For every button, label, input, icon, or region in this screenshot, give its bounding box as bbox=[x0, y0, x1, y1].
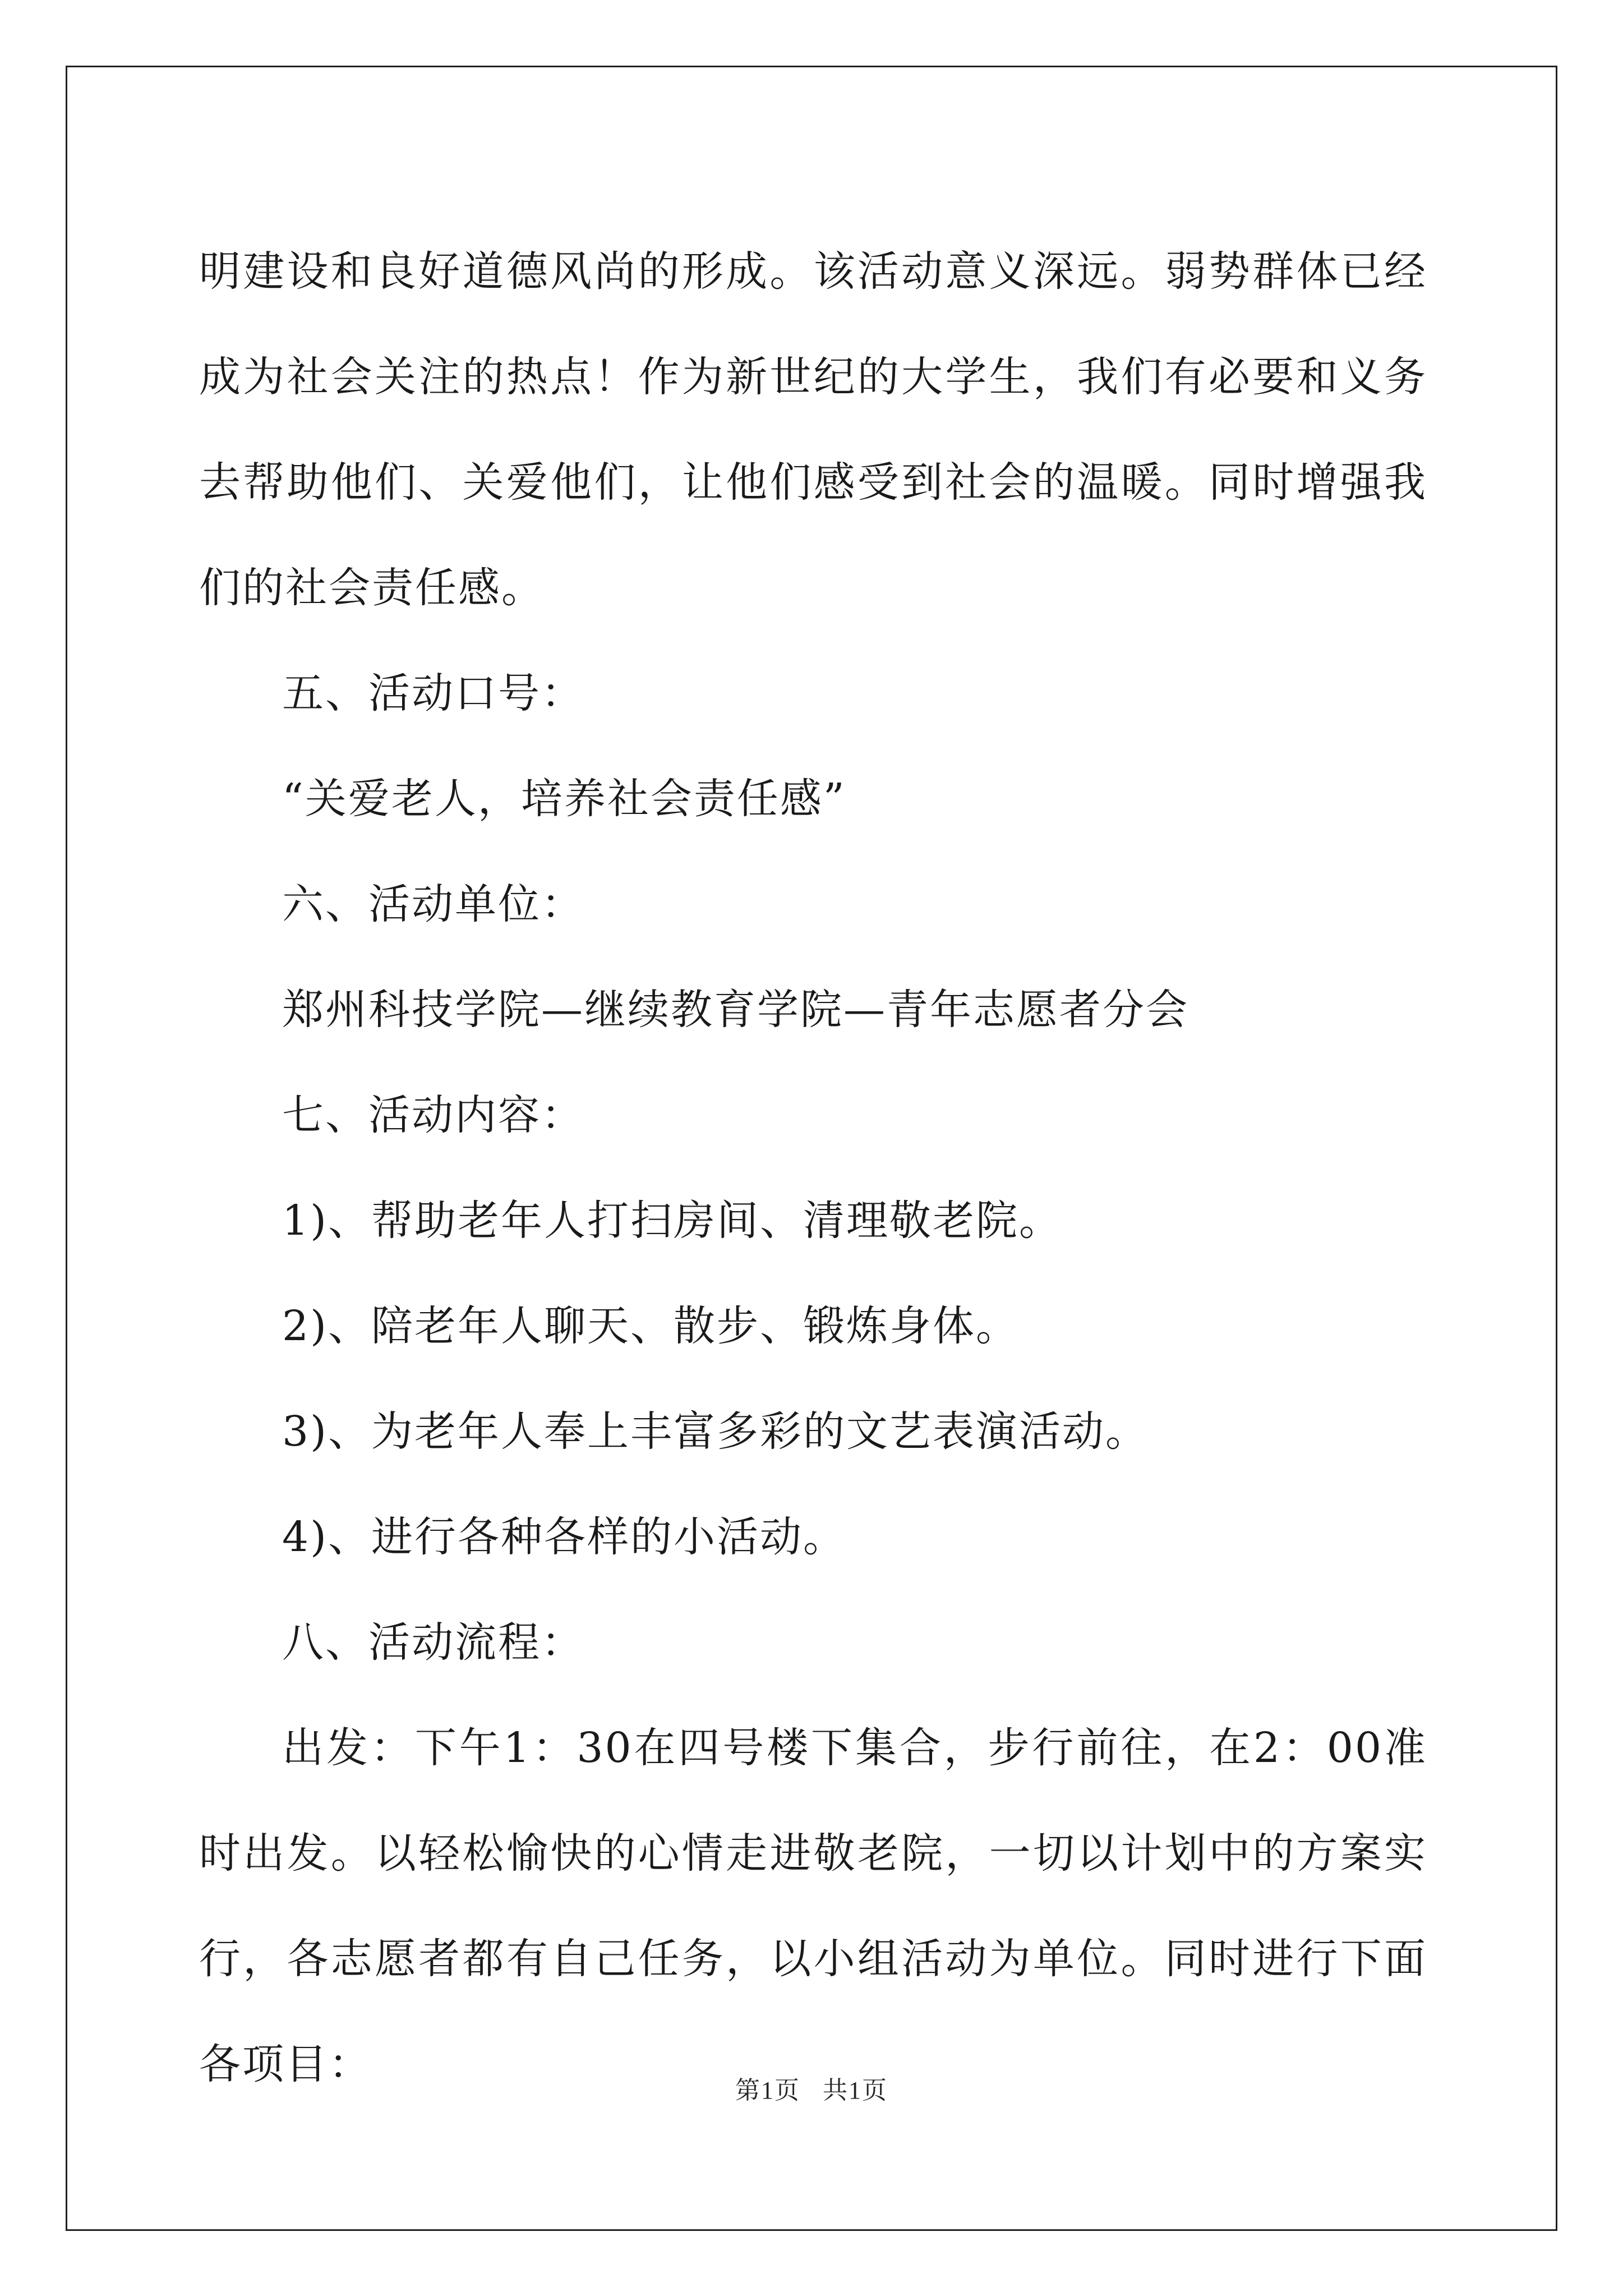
content-item-3: 3)、为老年人奉上丰富多彩的文艺表演活动。 bbox=[282, 1407, 1149, 1456]
page-number-current: 第1页 bbox=[735, 2077, 800, 2104]
document-body bbox=[199, 219, 1427, 2117]
content-item-1: 1)、帮助老年人打扫房间、清理敬老院。 bbox=[282, 1197, 1062, 1245]
section-heading-process: 八、活动流程： bbox=[282, 1618, 584, 1667]
section-heading-organizer: 六、活动单位： bbox=[282, 880, 584, 928]
content-item-4: 4)、进行各种各样的小活动。 bbox=[282, 1513, 846, 1561]
section-heading-slogan: 五、活动口号： bbox=[282, 669, 584, 717]
content-item-2: 2)、陪老年人聊天、散步、锻炼身体。 bbox=[282, 1302, 1019, 1350]
organizer-text: 郑州科技学院—继续教育学院—青年志愿者分会 bbox=[282, 986, 1189, 1034]
process-text: 出发：下午1：30在四号楼下集合，步行前往，在2：00准时出发。以轻松愉快的心情走进敬老院，一切以计划中的方案实行，各志愿者都有自己任务，以小组活动为单位。同时进行下面各项目： bbox=[199, 1724, 1427, 2088]
page-footer bbox=[0, 2070, 1623, 2106]
section-heading-content: 七、活动内容： bbox=[282, 1091, 584, 1139]
page-number-total: 共1页 bbox=[823, 2077, 888, 2104]
paragraph-intro-continuation: 明建设和良好道德风尚的形成。该活动意义深远。弱势群体已经成为社会关注的热点！作为新世纪的大学生，我们有必要和义务去帮助他们、关爱他们，让他们感受到社会的温暖。同时增强我们的社会责任感。 bbox=[199, 247, 1427, 612]
slogan-text: “关爱老人，培养社会责任感” bbox=[282, 775, 846, 823]
